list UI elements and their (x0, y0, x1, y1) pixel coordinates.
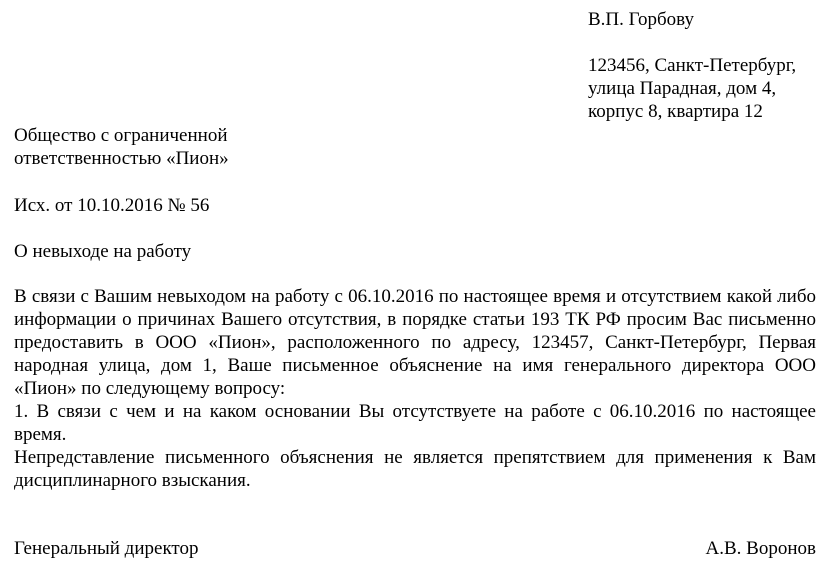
question-item: 1. В связи с чем и на каком основании Вы отсутствуете на работе с 06.10.2016 по настоящее время. (14, 401, 816, 445)
signatory-position: Генеральный директор (14, 538, 199, 559)
recipient-address-line: корпус 8, квартира 12 (588, 101, 763, 122)
body-paragraph: В связи с Вашим невыходом на работу с 06.10.2016 по настоящее время и отсутствием какой либо информации о причинах Вашего отсутствия, в порядке статьи 193 ТК РФ просим Вас письменно предоставить в ООО «Пион», расположенного по адресу, 123457, Санкт-Петербург, Первая народная улица, дом 1, Ваше письменное объяснение на имя генерального директора ООО «Пион» по следующему вопросу: (14, 286, 816, 399)
recipient-address-line: улица Парадная, дом 4, (588, 78, 777, 99)
outgoing-number: Исх. от 10.10.2016 № 56 (14, 195, 210, 216)
signatory-name: А.В. Воронов (705, 538, 816, 559)
signature-block (14, 537, 816, 560)
body-paragraph: Непредставление письменного объяснения не является препятствием для применения к Вам дисциплинарного взыскания. (14, 447, 816, 491)
sender-company (14, 124, 229, 170)
recipient-name: В.П. Горбову (588, 9, 694, 30)
recipient-address (588, 54, 796, 123)
recipient-block (588, 8, 796, 123)
company-name-line: Общество с ограниченной (14, 125, 228, 146)
letter-body (14, 285, 816, 492)
company-name-line: ответственностью «Пион» (14, 148, 229, 169)
recipient-address-line: 123456, Санкт-Петербург, (588, 55, 797, 76)
letter-subject: О невыходе на работу (14, 241, 192, 262)
